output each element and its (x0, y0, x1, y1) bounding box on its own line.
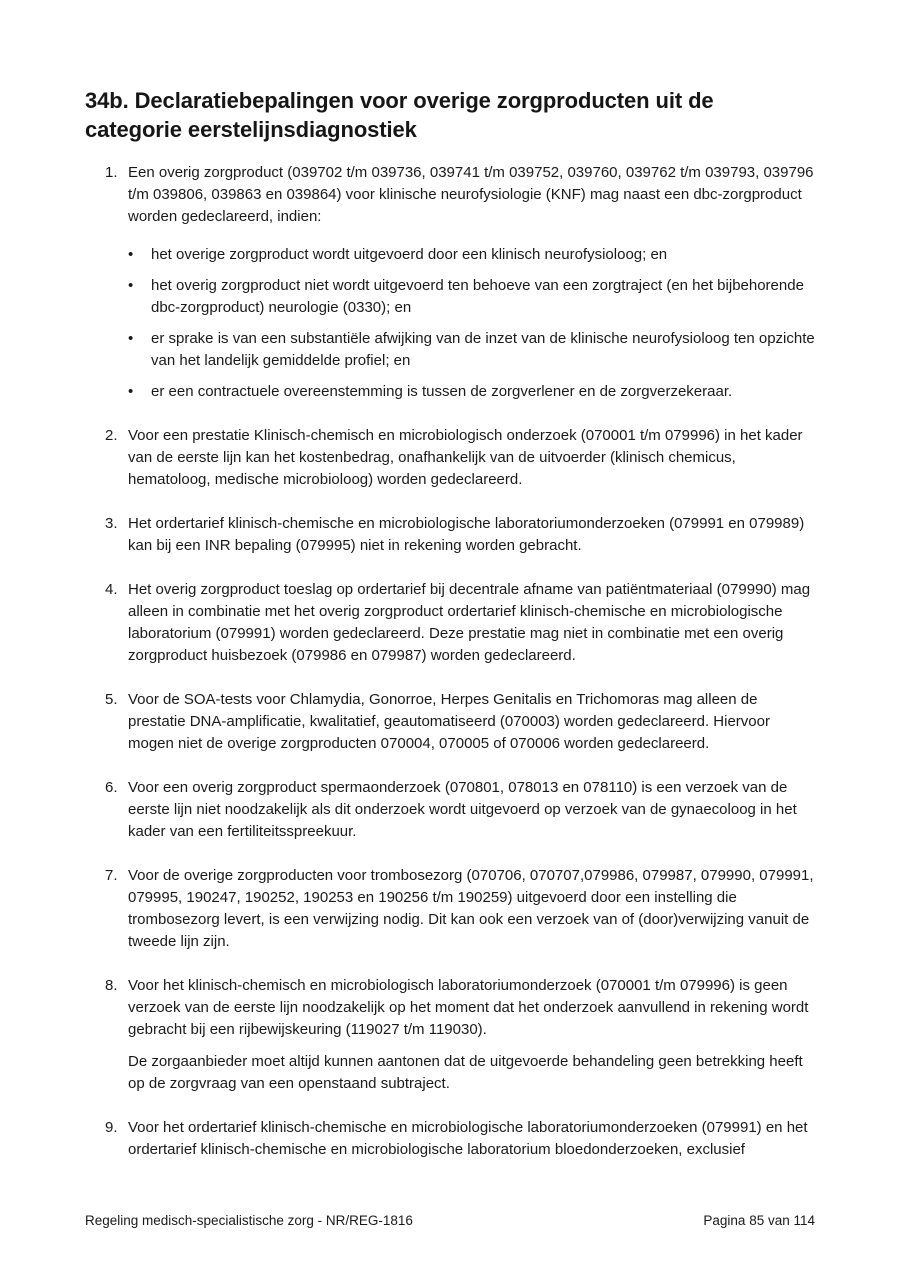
list-item-text: Het overig zorgproduct toeslag op ordertarief bij decentrale afname van patiëntmateriaal (079990) mag alleen in combinatie met het overig zorgproduct ordertarief klinisch-chemische en microbiologische laboratorium (079991) worden gedeclareerd. Deze prestatie mag niet in combinatie met een overig zorgproduct huisbezoek (079986 en 079987) worden gedeclareerd. (128, 581, 811, 664)
bullet-list (128, 244, 815, 403)
list-item-body (128, 1117, 815, 1161)
list-item-text: Voor een overig zorgproduct spermaonderzoek (070801, 078013 en 078110) is een verzoek van de eerste lijn niet noodzakelijk als dit onderzoek wordt uitgevoerd op verzoek van de gynaecoloog in het kader van een fertiliteitsspreekuur. (128, 779, 797, 840)
list-item (105, 425, 815, 491)
list-item-body (128, 865, 815, 953)
list-item-number: 3. (105, 515, 118, 532)
list-item-number: 1. (105, 164, 118, 181)
list-item-number: 8. (105, 977, 118, 994)
list-item (105, 579, 815, 667)
list-item-number: 4. (105, 581, 118, 598)
list-item-number: 6. (105, 779, 118, 796)
bullet-item (128, 381, 815, 403)
bullet-marker: • (128, 330, 134, 347)
list-item-text: Voor het klinisch-chemisch en microbiologisch laboratoriumonderzoek (070001 t/m 079996) is geen verzoek van de eerste lijn noodzakelijk op het moment dat het onderzoek aanvullend in rekening wordt gebracht bij een rijbewijskeuring (119027 t/m 119030). (128, 977, 809, 1038)
list-item (105, 865, 815, 953)
footer-page-number: Pagina 85 van 114 (703, 1213, 815, 1228)
list-item (105, 975, 815, 1095)
bullet-text: het overige zorgproduct wordt uitgevoerd door een klinisch neurofysioloog; en (151, 246, 668, 263)
list-item-text: Voor een prestatie Klinisch-chemisch en microbiologisch onderzoek (070001 t/m 079996) in het kader van de eerste lijn kan het kostenbedrag, onafhankelijk van de uitvoerder (klinisch chemicus, hematoloog, medische microbioloog) worden gedeclareerd. (128, 427, 803, 488)
bullet-marker: • (128, 277, 134, 294)
list-item-body (128, 975, 815, 1095)
numbered-list (105, 162, 815, 1161)
list-item-body (128, 579, 815, 667)
list-item-body (128, 513, 815, 557)
list-item-text: Voor het ordertarief klinisch-chemische en microbiologische laboratoriumonderzoeken (079991) en het ordertarief klinisch-chemische en microbiologische laboratorium bloedonderzoeken, exclusief (128, 1119, 808, 1158)
bullet-item (128, 275, 815, 319)
page-footer (85, 1212, 815, 1230)
bullet-marker: • (128, 246, 134, 263)
page-content (85, 0, 815, 1183)
list-item (105, 1117, 815, 1161)
footer-document-reference: Regeling medisch-specialistische zorg - NR/REG-1816 (85, 1213, 413, 1228)
list-item-number: 5. (105, 691, 118, 708)
bullet-item (128, 328, 815, 372)
list-item-body (128, 425, 815, 491)
list-item-text-continued: De zorgaanbieder moet altijd kunnen aantonen dat de uitgevoerde behandeling geen betrekking heeft op de zorgvraag van een openstaand subtraject. (128, 1053, 803, 1092)
list-item (105, 162, 815, 403)
list-item-number: 9. (105, 1119, 118, 1136)
list-item (105, 689, 815, 755)
list-item-text: Voor de SOA-tests voor Chlamydia, Gonorroe, Herpes Genitalis en Trichomoras mag alleen de prestatie DNA-amplificatie, kwalitatief, geautomatiseerd (070003) worden gedeclareerd. Hiervoor mogen niet de overige zorgproducten 070004, 070005 of 070006 worden gedeclareerd. (128, 691, 770, 752)
bullet-text: het overig zorgproduct niet wordt uitgevoerd ten behoeve van een zorgtraject (en het bijbehorende dbc-zorgproduct) neurologie (0330); en (151, 277, 804, 316)
list-item-text: Het ordertarief klinisch-chemische en microbiologische laboratoriumonderzoeken (079991 en 079989) kan bij een INR bepaling (079995) niet in rekening worden gebracht. (128, 515, 805, 554)
list-item-number: 7. (105, 867, 118, 884)
bullet-text: er sprake is van een substantiële afwijking van de inzet van de klinische neurofysioloog ten opzichte van het landelijk gemiddelde profiel; en (151, 330, 815, 369)
list-item (105, 513, 815, 557)
list-item-text: Voor de overige zorgproducten voor trombosezorg (070706, 070707,079986, 079987, 079990, 079991, 079995, 190247, 190252, 190253 en 190256 t/m 190259) uitgevoerd door een instelling die trombosezorg levert, is een verwijzing nodig. Dit kan ook een verzoek van of (door)verwijzing vanuit de tweede lijn zijn. (128, 867, 814, 950)
list-item-body (128, 162, 815, 403)
bullet-marker: • (128, 383, 134, 400)
list-item-body (128, 689, 815, 755)
bullet-item (128, 244, 815, 266)
page-title: 34b. Declaratiebepalingen voor overige zorgproducten uit de categorie eerstelijnsdiagnostiek (85, 88, 714, 142)
list-item (105, 777, 815, 843)
list-item-body (128, 777, 815, 843)
list-item-number: 2. (105, 427, 118, 444)
bullet-text: er een contractuele overeenstemming is tussen de zorgverlener en de zorgverzekeraar. (151, 383, 733, 400)
list-item-text: Een overig zorgproduct (039702 t/m 039736, 039741 t/m 039752, 039760, 039762 t/m 039793, 039796 t/m 039806, 039863 en 039864) voor klinische neurofysiologie (KNF) mag naast een dbc-zorgproduct worden gedeclareerd, indien: (128, 164, 814, 225)
